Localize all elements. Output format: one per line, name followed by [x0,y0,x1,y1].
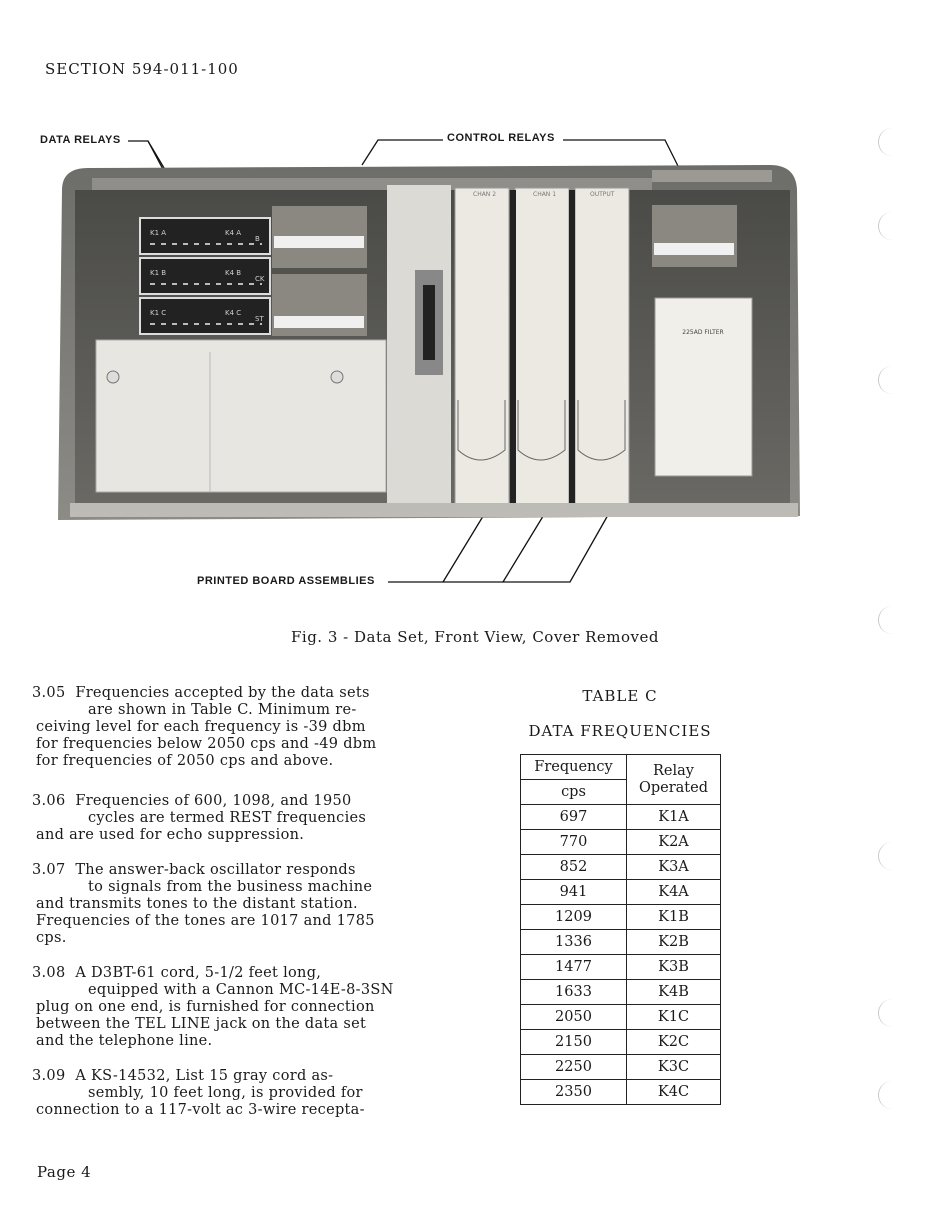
header-relay-operated: Relay Operated [627,755,721,805]
control-relays-label: CONTROL RELAYS [447,132,555,144]
table-row [521,1005,721,1030]
binder-mark [878,1081,893,1109]
frequency-cell: 697 [521,805,627,830]
paragraph-3-05: 3.05 Frequencies accepted by the data sets are shown in Table C. Minimum re- ceiving level for each frequency is -39 dbm for frequencies below 2050 cps and -49 dbm for frequencies of 2050 cps and above. [32,685,377,769]
svg-text:225AD FILTER: 225AD FILTER [682,329,724,336]
figure-caption: Fig. 3 - Data Set, Front View, Cover Removed [291,628,659,646]
table-row [521,1080,721,1105]
relay-cell: K4B [627,980,721,1005]
table-row [521,1030,721,1055]
relay-cell: K1A [627,805,721,830]
frequency-cell: 2050 [521,1005,627,1030]
photo-body [58,165,800,520]
header-frequency: Frequency [521,755,627,780]
printed-boards-label: PRINTED BOARD ASSEMBLIES [197,575,375,587]
relay-cell: K1C [627,1005,721,1030]
data-relays-label: DATA RELAYS [40,134,121,146]
relay-cell: K3C [627,1055,721,1080]
svg-text:CHAN 1: CHAN 1 [533,191,557,198]
frequency-cell: 852 [521,855,627,880]
frequency-cell: 2350 [521,1080,627,1105]
table-row [521,980,721,1005]
svg-text:OUTPUT: OUTPUT [590,191,615,198]
paragraph-3-09: 3.09 A KS-14532, List 15 gray cord as- sembly, 10 feet long, is provided for connection to a 117-volt ac 3-wire recepta- [32,1068,365,1118]
svg-text:K1 C: K1 C [150,309,167,317]
frequency-cell: 1209 [521,905,627,930]
paragraph-3-07: 3.07 The answer-back oscillator responds to signals from the business machine and transmits tones to the distant station. Frequencies of the tones are 1017 and 1785 cps. [32,862,375,946]
frequency-cell: 1336 [521,930,627,955]
relay-cell: K1B [627,905,721,930]
svg-text:B: B [255,235,260,243]
table-row [521,905,721,930]
printed-boards [455,188,629,510]
data-set-photo [0,0,950,600]
table-body [521,805,721,1105]
frequency-cell: 941 [521,880,627,905]
relay-cell: K4A [627,880,721,905]
header-cps: cps [521,780,627,805]
svg-text:K4 B: K4 B [225,269,242,277]
frequency-cell: 770 [521,830,627,855]
frequency-cell: 2150 [521,1030,627,1055]
paragraph-3-08: 3.08 A D3BT-61 cord, 5-1/2 feet long, equipped with a Cannon MC-14E-8-3SN plug on one end, is furnished for connection between the TEL LINE jack on the data set and the telephone line. [32,965,394,1049]
data-relay-stack [140,218,270,334]
relay-cell: K3A [627,855,721,880]
svg-text:K4 A: K4 A [225,229,242,237]
svg-text:ST: ST [255,315,264,323]
data-frequencies-table [520,754,721,1105]
svg-text:K4 C: K4 C [225,309,242,317]
relay-cell: K2C [627,1030,721,1055]
relay-cell: K2B [627,930,721,955]
table-row [521,930,721,955]
section-header: SECTION 594-011-100 [45,60,239,78]
table-row [521,955,721,980]
svg-text:K1 B: K1 B [150,269,167,277]
table-row [521,830,721,855]
binder-mark [878,999,893,1027]
frequency-cell: 2250 [521,1055,627,1080]
table-row [521,1055,721,1080]
svg-text:CHAN 2: CHAN 2 [473,191,497,198]
table-subtitle: DATA FREQUENCIES [528,722,712,740]
relay-cell: K3B [627,955,721,980]
frequency-cell: 1477 [521,955,627,980]
table-row [521,805,721,830]
table-title: TABLE C [582,687,658,705]
page-number: Page 4 [37,1163,92,1181]
frequency-cell: 1633 [521,980,627,1005]
relay-cell: K2A [627,830,721,855]
binder-mark [878,842,893,870]
table-row [521,855,721,880]
relay-cell: K4C [627,1080,721,1105]
svg-text:K1 A: K1 A [150,229,167,237]
svg-text:CK: CK [255,275,265,283]
table-row [521,880,721,905]
paragraph-3-06: 3.06 Frequencies of 600, 1098, and 1950 cycles are termed REST frequencies and are used for echo suppression. [32,793,367,843]
